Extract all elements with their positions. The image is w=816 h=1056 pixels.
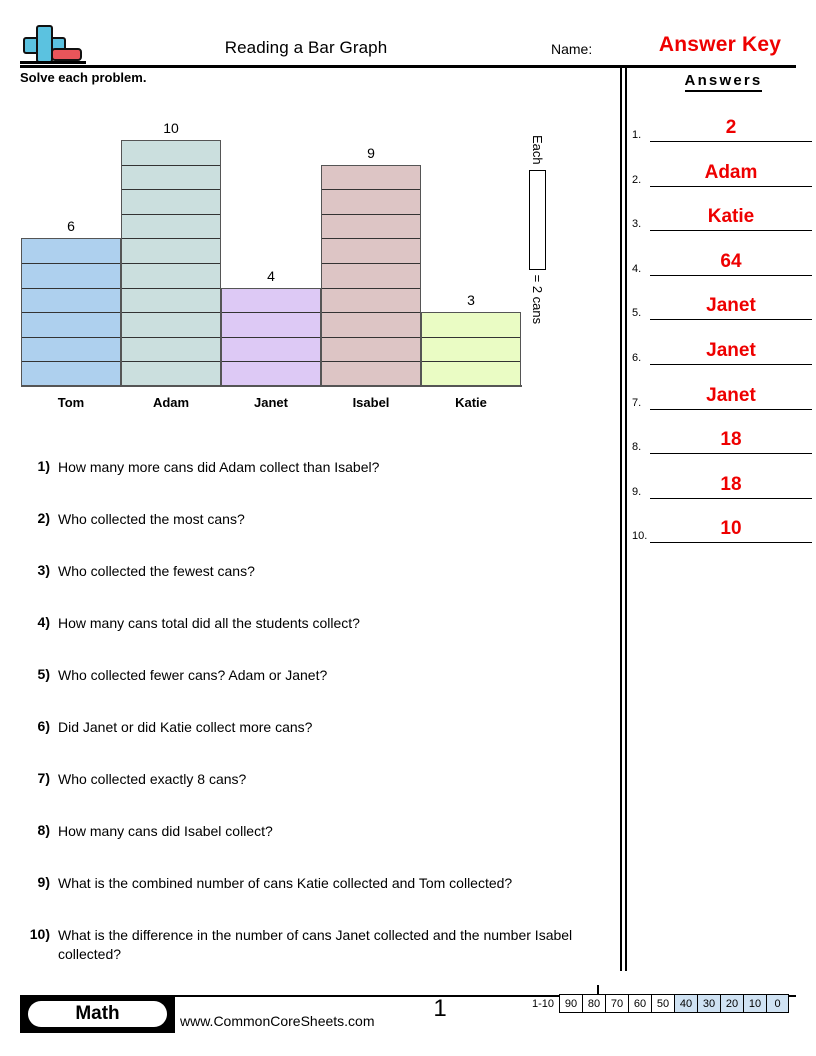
- bar-column: [221, 258, 321, 386]
- question-item: [20, 562, 610, 614]
- bar-category-label: Adam: [152, 395, 190, 410]
- question-item: [20, 458, 610, 510]
- instruction-text: Solve each problem.: [20, 70, 147, 85]
- answer-row: [632, 232, 812, 276]
- bar-segment: [122, 313, 220, 338]
- question-text: What is the combined number of cans Katie collected and Tom collected?: [58, 875, 513, 891]
- bar-segment: [322, 239, 420, 264]
- bar-segment: [422, 313, 520, 338]
- bar-segment: [22, 264, 120, 289]
- bar-segment: [122, 362, 220, 387]
- bar-segment: [322, 338, 420, 363]
- bar-segment: [122, 190, 220, 215]
- bar-segment: [122, 338, 220, 363]
- answer-number: 1.: [632, 129, 642, 141]
- bar-segment: [122, 166, 220, 191]
- answer-value: 10: [720, 518, 742, 540]
- bar-segment: [322, 264, 420, 289]
- score-cell: 80: [582, 994, 605, 1013]
- bar-stack: [21, 238, 121, 386]
- logo-underline: [20, 61, 86, 64]
- answer-row: [632, 143, 812, 187]
- bar-segment: [322, 362, 420, 387]
- bar-value-label: 4: [267, 267, 275, 284]
- bar-segment: [22, 289, 120, 314]
- bar-value-label: 9: [367, 144, 375, 161]
- question-number: 1): [37, 458, 50, 474]
- bar-segment: [322, 190, 420, 215]
- score-cell: 30: [697, 994, 720, 1013]
- answer-value: Janet: [706, 295, 756, 317]
- bar-segment: [222, 289, 320, 314]
- answer-number: 9.: [632, 485, 642, 498]
- bar-segment: [322, 313, 420, 338]
- name-label: Name:: [551, 41, 593, 57]
- bar-column: [321, 135, 421, 386]
- answer-value: Katie: [707, 206, 755, 228]
- question-item: [20, 510, 610, 562]
- answer-row: [632, 410, 812, 454]
- answer-number: 4.: [632, 262, 642, 275]
- question-text: Who collected exactly 8 cans?: [58, 771, 247, 787]
- legend-unit-box: [530, 170, 547, 270]
- answer-row: [632, 366, 812, 410]
- column-divider-right: [625, 66, 627, 971]
- bar-graph: [0, 100, 612, 420]
- bar-stack: [121, 140, 221, 386]
- bar-segment: [22, 239, 120, 264]
- question-text: How many cans did Isabel collect?: [58, 823, 273, 839]
- answer-number: 6.: [632, 352, 642, 364]
- answer-row: [632, 276, 812, 320]
- bar-segment: [122, 264, 220, 289]
- questions-list: [20, 458, 610, 978]
- answer-row: [632, 499, 812, 543]
- site-url: www.CommonCoreSheets.com: [180, 1013, 375, 1029]
- bar-segment: [222, 338, 320, 363]
- question-item: [20, 718, 610, 770]
- bar-segment: [122, 215, 220, 240]
- bar-category-label: Janet: [254, 395, 288, 410]
- chart-legend: [520, 135, 556, 365]
- bar-segment: [22, 362, 120, 387]
- question-number: 2): [37, 510, 50, 526]
- page-number: 1: [433, 995, 447, 1022]
- question-number: 4): [37, 614, 50, 630]
- bar-segment: [22, 338, 120, 363]
- answer-number: 8.: [632, 441, 642, 454]
- answer-value: Janet: [706, 384, 756, 406]
- bar-segment: [122, 141, 220, 166]
- question-text: Who collected the fewest cans?: [58, 563, 255, 579]
- bar-segment: [422, 338, 520, 363]
- answer-value: Janet: [706, 340, 756, 361]
- answer-blank-line[interactable]: [650, 542, 812, 543]
- bar-value-label: 3: [467, 292, 475, 309]
- answer-key-title: Answer Key: [658, 33, 782, 56]
- legend-suffix: = 2 cans: [530, 274, 546, 325]
- answer-value: Adam: [704, 161, 758, 183]
- legend-prefix: Each: [530, 135, 546, 165]
- bar-column: [121, 110, 221, 386]
- bar-column: [21, 208, 121, 386]
- score-cell: 0: [766, 994, 789, 1013]
- question-item: [20, 666, 610, 718]
- answer-number: 3.: [632, 218, 642, 231]
- bar-segment: [122, 239, 220, 264]
- bar-category-label: Isabel: [352, 395, 390, 410]
- score-range-label: 1-10: [532, 997, 555, 1010]
- question-number: 6): [37, 718, 50, 734]
- answer-value: 18: [720, 429, 742, 451]
- bar-value-label: 6: [67, 218, 75, 235]
- question-number: 5): [37, 666, 50, 682]
- score-cell: 10: [743, 994, 766, 1013]
- question-number: 7): [37, 770, 50, 786]
- answer-row: [632, 187, 812, 231]
- question-number: 9): [37, 874, 50, 890]
- answer-number: 5.: [632, 307, 642, 320]
- bar-segment: [322, 289, 420, 314]
- answer-value: 18: [720, 473, 742, 495]
- question-item: [20, 614, 610, 666]
- question-number: 10): [29, 926, 50, 942]
- bar-stack: [221, 288, 321, 386]
- question-number: 3): [37, 562, 50, 578]
- question-item: [20, 874, 610, 926]
- question-item: [20, 770, 610, 822]
- answers-heading: Answers: [636, 72, 811, 89]
- column-divider-left: [620, 66, 622, 971]
- question-text: How many more cans did Adam collect than Isabel?: [58, 459, 380, 475]
- question-text: How many cans total did all the students collect?: [58, 615, 360, 631]
- header-divider: [20, 65, 796, 68]
- answer-value: 2: [725, 117, 737, 138]
- answer-row: [632, 455, 812, 499]
- score-cell: 40: [674, 994, 697, 1013]
- bar-stack: [421, 312, 521, 386]
- question-number: 8): [37, 822, 50, 838]
- bar-segment: [22, 313, 120, 338]
- bar-segment: [222, 362, 320, 387]
- score-cell: 50: [651, 994, 674, 1013]
- bar-segment: [322, 215, 420, 240]
- question-text: Who collected the most cans?: [58, 511, 245, 527]
- question-item: [20, 822, 610, 874]
- score-cell: 70: [605, 994, 628, 1013]
- page-title: Reading a Bar Graph: [224, 38, 388, 57]
- answer-value: 64: [720, 250, 742, 272]
- math-subject-badge: [20, 995, 175, 1033]
- question-text: Who collected fewer cans? Adam or Janet?: [58, 667, 328, 683]
- answer-number: 7.: [632, 396, 642, 409]
- bar-segment: [422, 362, 520, 387]
- bar-column: [421, 282, 521, 386]
- bar-segment: [322, 166, 420, 191]
- answer-number: 2.: [632, 173, 642, 186]
- question-text: What is the difference in the number of cans Janet collected and the number Isabel collected?: [58, 927, 573, 962]
- answer-row: [632, 98, 812, 142]
- question-text: Did Janet or did Katie collect more cans?: [58, 719, 313, 735]
- bar-category-label: Tom: [57, 395, 85, 410]
- bar-segment: [122, 289, 220, 314]
- score-cell: 90: [559, 994, 582, 1013]
- score-cells: [559, 994, 789, 1013]
- score-cell: 60: [628, 994, 651, 1013]
- bar-segment: [222, 313, 320, 338]
- bar-stack: [321, 165, 421, 386]
- bar-value-label: 10: [163, 120, 179, 136]
- answer-row: [632, 321, 812, 365]
- score-cell: 20: [720, 994, 743, 1013]
- math-badge-label: Math: [28, 1001, 167, 1027]
- bar-category-label: Katie: [455, 395, 487, 410]
- answer-number: 10.: [632, 530, 648, 543]
- score-scale: [527, 994, 789, 1013]
